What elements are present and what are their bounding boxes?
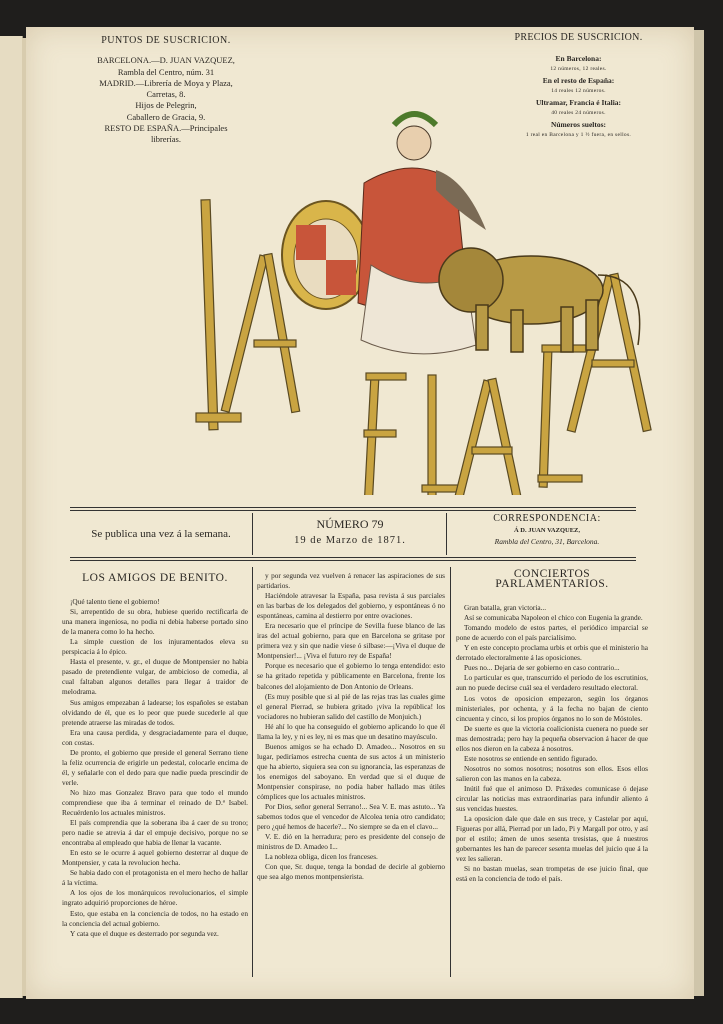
paragraph: Y cata que el duque es desterrado por segunda vez. — [70, 928, 219, 938]
paragraph: Era necesario que el príncipe de Sevilla fuese blanco de las iras del actual gobierno, para que en Barcelona se gritase por primera vez y sin que nadie viese ó silbase:—¡Viva el duque de Montpensier!... ¡Viva el futuro rey de España! — [257, 621, 445, 661]
subscription-prices-title: PRECIOS DE SUSCRICION. — [514, 32, 643, 43]
price-region: En Barcelona: — [555, 54, 602, 63]
paragraph: No hizo mas Gonzalez Bravo para que todo el mundo comprendiese que iba á terminar el reinado de D.ª Isabel. Recuérdenlo los actuales ministros. — [62, 787, 248, 818]
paragraph: En esto se le ocurre á aquel gobierno desterrar al duque de Montpensier, y cata la revolucion hecha. — [62, 848, 248, 868]
subscription-points-title: PUNTOS DE SUSCRICION. — [101, 35, 231, 46]
paragraph: El país comprendia que la soberana iba á caer de su trono; pero nadie se atrevia á dar el empuje decisivo, porque no se encontraba al empleado que habia de llenar la vacante. — [62, 818, 248, 848]
strip-divider — [446, 513, 447, 555]
price-line: 1 real en Barcelona y 1 ½ fuera, en sellos. — [525, 132, 632, 138]
subscription-line: RESTO DE ESPAÑA.—Principales — [104, 123, 228, 134]
subscription-line: Rambla del Centro, núm. 31 — [117, 66, 215, 77]
paragraph: Con que, Sr. duque, tenga la bondad de decirle al gobierno que sea algo menos montpensierista. — [257, 862, 445, 882]
issue-date: 19 de Marzo de 1871. — [294, 535, 406, 546]
column-divider — [252, 567, 253, 977]
paragraph: Tomando modelo de estos partes, el periódico imparcial se pone de acuerdo con el país parcialísimo. — [456, 623, 648, 643]
price-region: Números sueltos: — [550, 120, 607, 129]
price-region: Ultramar, Francia é Italia: — [535, 98, 622, 107]
paragraph: Esto, que estaba en la conciencia de todos, no ha estado en la conciencia del actual gobierno. — [62, 908, 248, 928]
strip-top-rule-2 — [70, 510, 636, 511]
subscription-line: MADRID.—Librería de Moya y Plaza, — [99, 77, 233, 88]
correspondence-address: Rambla del Centro, 31, Barcelona. — [494, 537, 600, 546]
paragraph: Buenos amigos se ha echado D. Amadeo... Nosotros en su lugar, pediríamos estrecha cuenta de sus actos á un ministerio que ha abierto, siquiera sea con su ignorancia, las esperanzas de los enemigos del saboyano. En verdad que si el duque de Montpensier conspirase, no podia haber hallado mas útiles cómplices que los actuales ministros. — [257, 741, 445, 802]
subscription-line: Caballero de Gracia, 9. — [126, 111, 206, 122]
paragraph: Hasta el presente, v. gr., el duque de Montpensier no habia pasado de pretendiente vulgar, de ambicioso de comedia, al cual faltaban algunos detalles para llegar á traidor de melodrama. — [62, 657, 248, 697]
newspaper-sheet — [26, 27, 694, 999]
paragraph: Lo particular es que, transcurrido el período de los escrutinios, aun no puede decirse cuál sea el verdadero resultado electoral. — [456, 673, 648, 693]
paragraph: De suerte es que la victoria coalicionista cuenera no puede ser mas demostrada; pero hay la pequeña observacion á hacer de que ellos nos dieron en la cabeza á nosotros. — [456, 723, 648, 753]
paragraph: Inútil fué que el animoso D. Práxedes comunicase ó dejase circular las noticias mas extraordinarias para infundir aliento á sus vencidas huestes. — [456, 783, 648, 814]
column-divider — [450, 567, 451, 977]
paragraph: Se habia dado con el protagonista en el mero hecho de hallar á la víctima. — [62, 868, 248, 888]
stick-letters-la — [196, 200, 300, 430]
article-conciertos-parlamentarios — [456, 569, 648, 884]
paragraph: Si no bastan muelas, sean trompetas de ese juicio final, que está en la conciencia de todo el país. — [456, 864, 648, 884]
correspondence-name: Á D. JUAN VAZQUEZ, — [513, 527, 581, 534]
shield-illustration — [282, 201, 370, 309]
price-line: 40 reales 24 números. — [551, 110, 606, 116]
subscription-line: librerías. — [151, 134, 181, 145]
price-line: 14 reales 12 números. — [551, 88, 606, 94]
paragraph: La oposicion dale que dale en sus trece, y Castelar por aquí, Figueras por allá, Pierrad por un lado, Pi y Margall por otro, y así por el estilo; ámen de unos sesenta tresistas, que á nuestros gobernantes les han de parecer sesenta muelas del juicio que á la vez les salieran. — [456, 814, 648, 864]
paragraph: Sus amigos empezaban á ladearse; los españoles se estaban olvidando de él, que es lo peor que puede sucederle al que pretende atraerse las miradas de todos. — [62, 697, 248, 727]
paragraph: Gran batalla, gran victoria... — [464, 603, 547, 613]
strip-divider — [252, 513, 253, 555]
paragraph: Nosotros no somos nosotros; nosotros son ellos. Esos ellos salieron con las manos en la cabeza. — [456, 763, 648, 783]
seated-woman-illustration — [358, 114, 486, 354]
paragraph: Pues no... Dejaria de ser gobierno en caso contrario... — [464, 663, 620, 673]
paragraph: La nobleza obliga, dicen los franceses. — [265, 852, 378, 862]
paragraph: Haciéndole atravesar la España, pasa revista á sus parciales en las barbas de los delegados del gobierno, y espontáneas ó no espontáneas, camina al destierro por entre ovaciones. — [257, 591, 445, 621]
correspondence-title: CORRESPONDENCIA: — [493, 513, 601, 524]
strip-bottom-rule-2 — [70, 560, 636, 561]
masthead-illustration — [166, 75, 686, 495]
paragraph: A los ojos de los monárquicos revolucionarios, el simple ingrato adquirió proporciones de héroe. — [62, 888, 248, 908]
article-title: CONCIERTOS PARLAMENTARIOS. — [495, 568, 609, 591]
previous-page-edge — [0, 36, 23, 998]
paragraph: De pronto, el gobierno que preside el general Serrano tiene la feliz ocurrencia de erigirle un pedestal, colocarle encima de él, y señalarle con el dedo para que nadie pueda prescindir de verle. — [62, 747, 248, 787]
paragraph: Por Dios, señor general Serrano!... Sea V. E. mas astuto... Ya sabemos todos que el vencedor de Alcolea tenia otro candidato; pero ¿qué hemos de hacerle?... No siempre se da en el clavo... — [257, 802, 445, 832]
paragraph: Los votos de oposicion empezaron, según los órganos ministeriales, por ochenta, y á la fecha no bajan de ciento cincuenta y cinco, si los propios órganos no lo son de Móstoles. — [456, 693, 648, 723]
paragraph: (Es muy posible que si al pié de las rejas tras las cuales gime el general Pierrad, se hubiera gritado ¡viva la república! los vociadores no hubieran salido del castillo de Monjuich.) — [257, 691, 445, 721]
paragraph: Así se comunicaba Napoleon el chico con Eugenia la grande. — [464, 613, 643, 623]
paragraph: La simple cuestion de los injuramentados eleva su perspicacia á lo épico. — [62, 637, 248, 657]
paragraph: y por segunda vez vuelven á renacer las aspiraciones de sus partidarios. — [257, 571, 445, 591]
subscription-line: Hijos de Pelegrin, — [135, 100, 197, 111]
issue-number: NÚMERO 79 — [316, 517, 384, 531]
paragraph: ¡Qué talento tiene el gobierno! — [70, 597, 160, 607]
publication-frequency: Se publica una vez á la semana. — [91, 528, 231, 540]
subscription-line: BARCELONA.—D. JUAN VAZQUEZ, — [97, 55, 235, 66]
article-los-amigos-de-benito — [62, 573, 248, 939]
strip-bottom-rule — [70, 557, 636, 558]
paragraph: Y en este concepto proclama urbis et orbis que el ministerio ha derrotado electoralmente á las oposiciones. — [456, 643, 648, 663]
next-page-edge — [694, 30, 704, 996]
paragraph: Porque es necesario que el gobierno lo tenga entendido: esto se ha gritado repetida y públicamente en Barcelona, frente los balcones del alojamiento de Don Antonio de Orleans. — [257, 661, 445, 691]
paragraph: Si, arrepentido de su obra, hubiese querido rectificarla de una manera ingeniosa, no podia ni debia haberse portado sino de la manera como lo ha hecho. — [62, 607, 248, 637]
article-title: LOS AMIGOS DE BENITO. — [82, 572, 228, 584]
paragraph: Era una causa perdida, y desgraciadamente para el duque, con costas. — [62, 727, 248, 747]
price-line: 12 números, 12 reales. — [550, 66, 607, 72]
paragraph: Este nosotros se entiende en sentido figurado. — [464, 753, 598, 763]
paragraph: Hé ahí lo que ha conseguido el gobierno aplicando lo que él llama la ley, y ni es ley, ni es mas que un desatino mayúsculo. — [257, 721, 445, 741]
subscription-line: Carretas, 8. — [146, 89, 186, 100]
price-region: En el resto de España: — [542, 76, 615, 85]
strip-top-rule — [70, 507, 636, 508]
paragraph: V. E. dió en la herradura; pero es presidente del consejo de ministros de D. Amadeo I... — [257, 832, 445, 852]
article-continuation — [257, 571, 445, 882]
